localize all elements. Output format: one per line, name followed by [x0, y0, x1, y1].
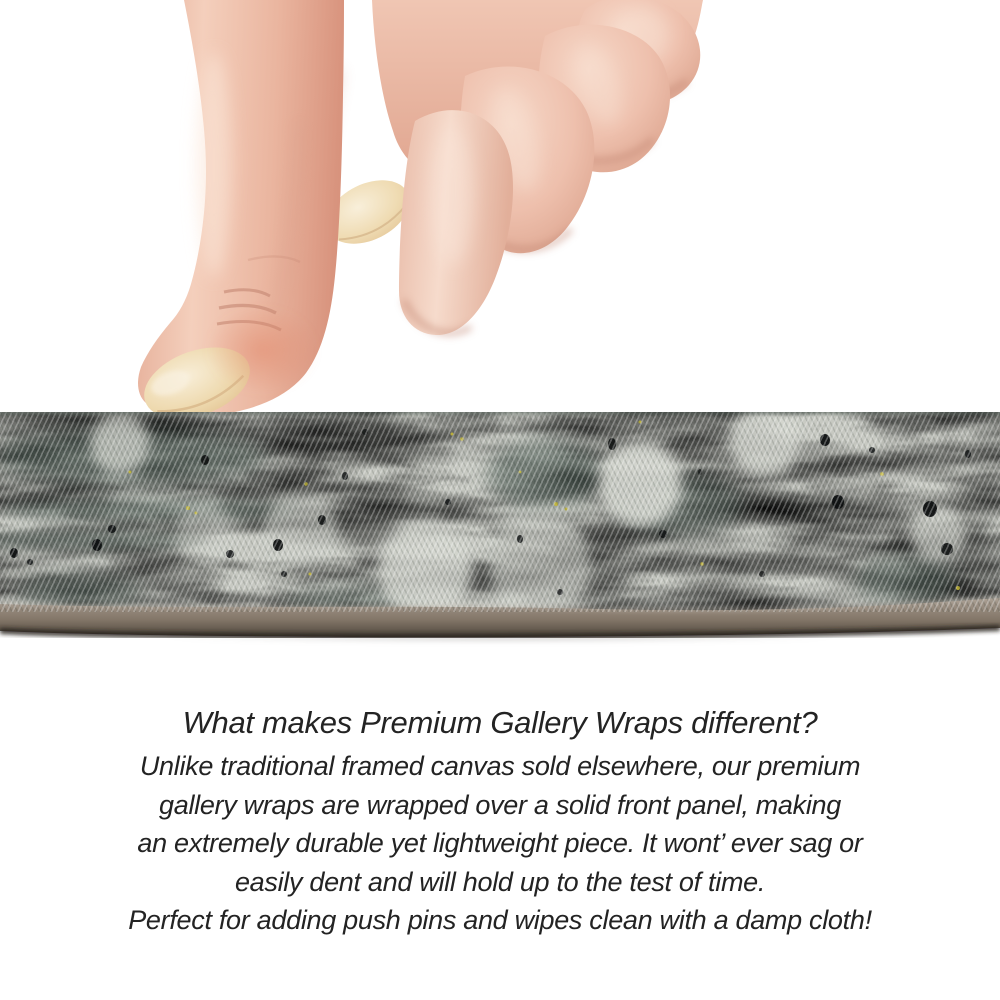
canvas-top-edge-shade	[0, 412, 1000, 417]
canvas-drop-shadow	[6, 636, 994, 650]
canvas-edge-strip	[0, 412, 1000, 638]
caption-heading: What makes Premium Gallery Wraps different?	[182, 705, 818, 740]
caption-line-5: Perfect for adding push pins and wipes clean with a damp cloth!	[128, 905, 872, 936]
caption-line-1: Unlike traditional framed canvas sold elsewhere, our premium	[139, 751, 861, 781]
thumb	[134, 0, 344, 418]
canvas-weave-texture	[0, 412, 1000, 612]
caption-line-4: easily dent and will hold up to the test of time.	[234, 866, 766, 897]
caption-line-3: an extremely durable yet lightweight piece. It wont’ ever sag or	[137, 828, 863, 859]
caption	[0, 702, 1000, 940]
hand-photo	[0, 0, 1000, 418]
caption-line-2: gallery wraps are wrapped over a solid front panel, making	[159, 789, 841, 820]
index-finger	[399, 110, 513, 335]
